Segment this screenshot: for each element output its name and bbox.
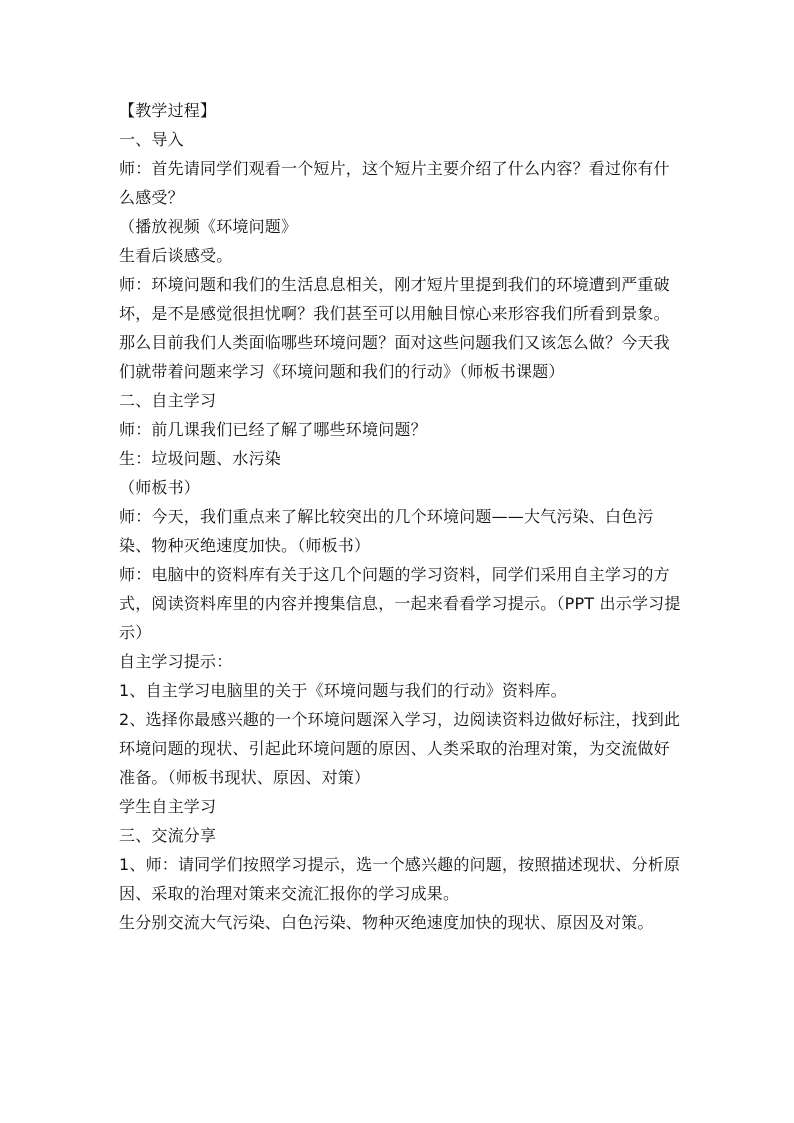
text-line: （播放视频《环境问题》 bbox=[119, 217, 298, 236]
text-line: 自主学习提示： bbox=[119, 652, 233, 671]
list-item: 1、自主学习电脑里的关于《环境问题与我们的行动》资料库。 bbox=[119, 681, 567, 700]
section-heading-self-study: 二、自主学习 bbox=[119, 391, 217, 410]
text-line: 那么目前我们人类面临哪些环境问题？面对这些问题我们又该怎么做？今天我 bbox=[119, 333, 670, 352]
text-line: 染、物种灭绝速度加快。（师板书） bbox=[119, 536, 371, 555]
text-line: 师：电脑中的资料库有关于这几个问题的学习资料，同学们采用自主学习的方 bbox=[119, 565, 670, 584]
text-line: 生：垃圾问题、水污染 bbox=[119, 449, 282, 468]
section-heading-teaching-process: 【教学过程】 bbox=[119, 101, 217, 120]
text-line: 生看后谈感受。 bbox=[119, 246, 233, 265]
list-item: 1、师：请同学们按照学习提示，选一个感兴趣的问题，按照描述现状、分析原 bbox=[119, 855, 681, 874]
text-line: 环境问题的现状、引起此环境问题的原因、人类采取的治理对策，为交流做好 bbox=[119, 739, 670, 758]
text-line: 因、采取的治理对策来交流汇报你的学习成果。 bbox=[119, 884, 460, 903]
text-line: 师：前几课我们已经了解了哪些环境问题？ bbox=[119, 420, 427, 439]
text-line: 么感受？ bbox=[119, 188, 184, 207]
section-heading-introduction: 一、导入 bbox=[119, 130, 184, 149]
text-line: 学生自主学习 bbox=[119, 797, 217, 816]
text-line: 师：首先请同学们观看一个短片，这个短片主要介绍了什么内容？看过你有什 bbox=[119, 159, 670, 178]
section-heading-sharing: 三、交流分享 bbox=[119, 826, 217, 845]
text-line: 们就带着问题来学习《环境问题和我们的行动》（师板书课题） bbox=[119, 362, 565, 381]
text-line: 准备。（师板书现状、原因、对策） bbox=[119, 768, 371, 787]
text-line: 师：今天，我们重点来了解比较突出的几个环境问题——大气污染、白色污 bbox=[119, 507, 654, 526]
text-line: 式，阅读资料库里的内容并搜集信息，一起来看看学习提示。（PPT 出示学习提 bbox=[119, 594, 681, 613]
text-line: 坏，是不是感觉很担忧啊？我们甚至可以用触目惊心来形容我们所看到景象。 bbox=[119, 304, 670, 323]
text-line: 示） bbox=[119, 623, 152, 642]
list-item: 2、选择你最感兴趣的一个环境问题深入学习，边阅读资料边做好标注，找到此 bbox=[119, 710, 681, 729]
text-line: 师：环境问题和我们的生活息息相关，刚才短片里提到我们的环境遭到严重破 bbox=[119, 275, 670, 294]
text-line: 生分别交流大气污染、白色污染、物种灭绝速度加快的现状、原因及对策。 bbox=[119, 913, 654, 932]
text-line: （师板书） bbox=[119, 478, 201, 497]
document-body bbox=[119, 96, 679, 937]
